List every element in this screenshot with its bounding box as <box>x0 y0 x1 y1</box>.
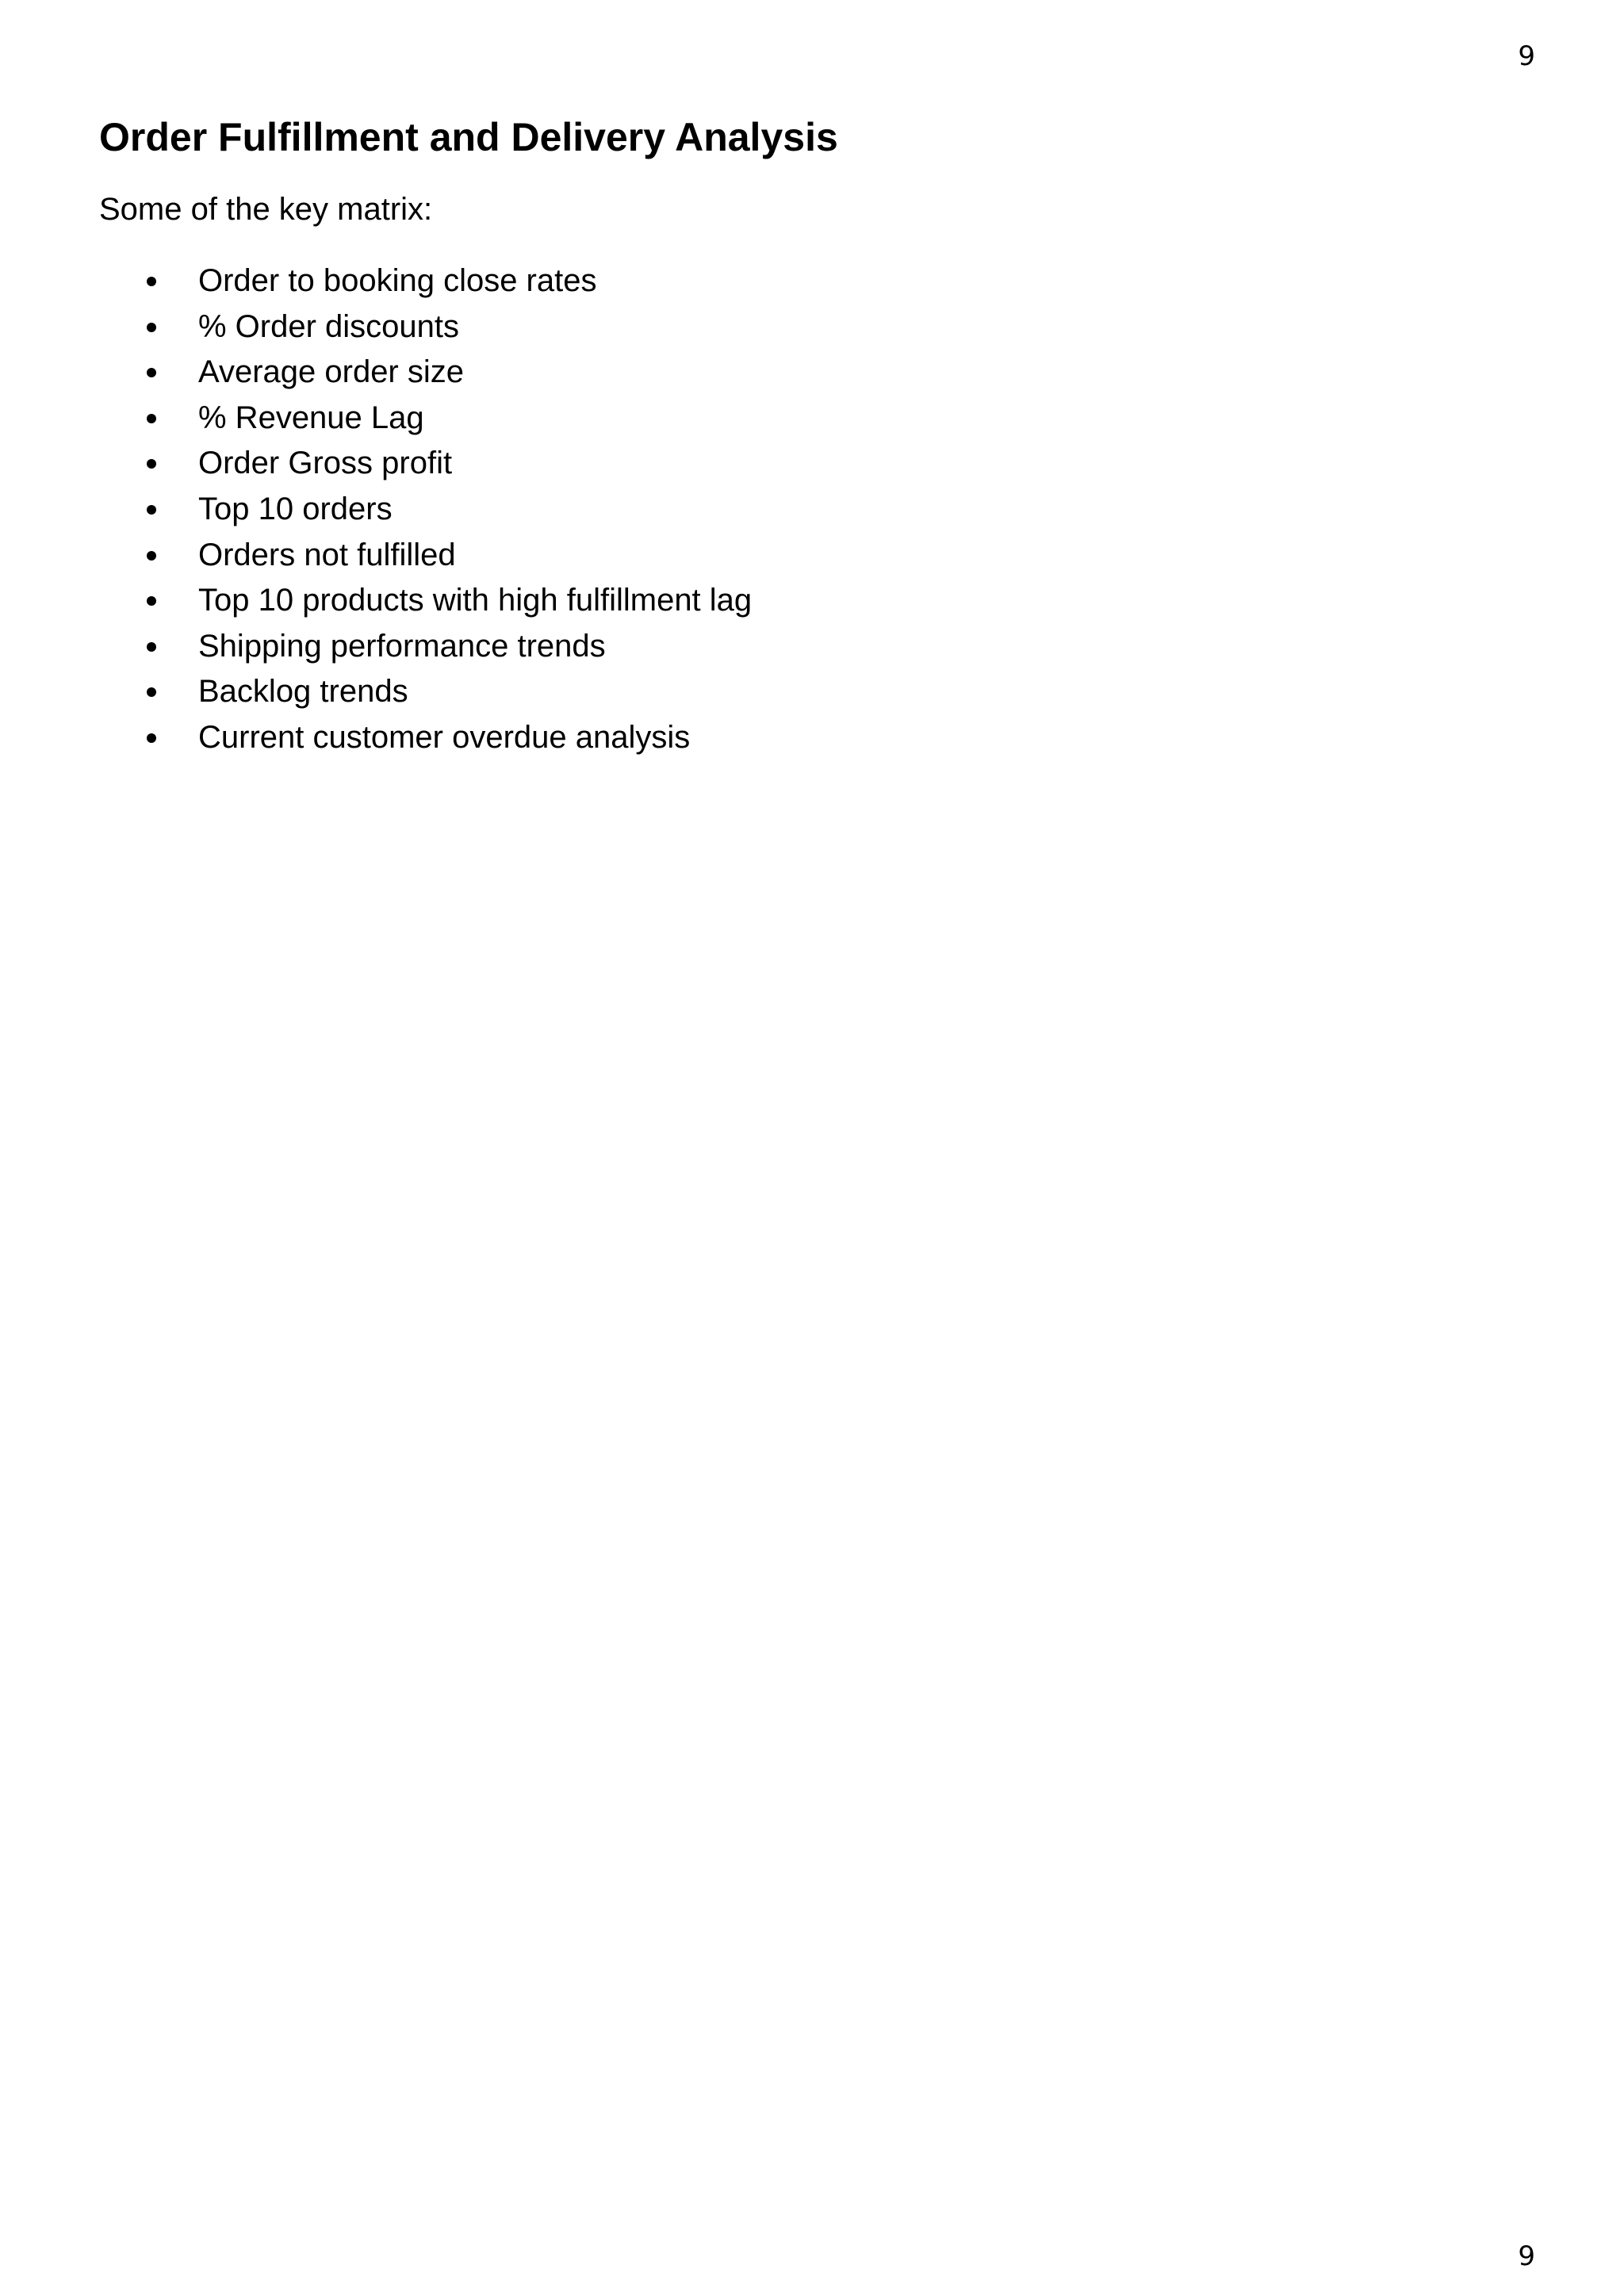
metrics-list <box>99 258 1526 761</box>
list-item-text: Backlog trends <box>198 674 408 710</box>
list-item-text: % Revenue Lag <box>198 400 424 435</box>
bullet-icon <box>147 459 156 469</box>
bullet-icon <box>147 323 156 332</box>
list-item <box>99 258 1526 304</box>
bullet-icon <box>147 368 156 377</box>
bullet-icon <box>147 505 156 515</box>
list-item <box>99 487 1526 533</box>
list-item <box>99 396 1526 442</box>
list-item-text: Top 10 orders <box>198 491 393 526</box>
list-item <box>99 578 1526 624</box>
list-item-text: Average order size <box>198 354 464 390</box>
section-title: Order Fulfillment and Delivery Analysis <box>99 115 838 159</box>
list-item <box>99 304 1526 350</box>
page-number-top: 9 <box>1518 40 1535 72</box>
page-number-bottom: 9 <box>1518 2241 1535 2272</box>
list-item <box>99 350 1526 396</box>
bullet-icon <box>147 414 156 423</box>
list-item-text: Current customer overdue analysis <box>198 719 691 755</box>
document-body <box>99 111 1526 761</box>
list-item <box>99 715 1526 761</box>
list-item-text: Top 10 products with high fulfillment lag <box>198 583 753 618</box>
list-item <box>99 533 1526 579</box>
bullet-icon <box>147 733 156 743</box>
bullet-icon <box>147 687 156 697</box>
intro-text: Some of the key matrix: <box>99 192 433 227</box>
bullet-icon <box>147 277 156 286</box>
list-item-text: Order to booking close rates <box>198 263 597 298</box>
bullet-icon <box>147 596 156 606</box>
list-item <box>99 624 1526 670</box>
list-item <box>99 669 1526 715</box>
bullet-icon <box>147 551 156 561</box>
list-item <box>99 441 1526 487</box>
list-item-text: % Order discounts <box>198 308 460 344</box>
list-item-text: Order Gross profit <box>198 446 453 481</box>
bullet-icon <box>147 642 156 652</box>
list-item-text: Shipping performance trends <box>198 628 606 664</box>
list-item-text: Orders not fulfilled <box>198 537 456 572</box>
